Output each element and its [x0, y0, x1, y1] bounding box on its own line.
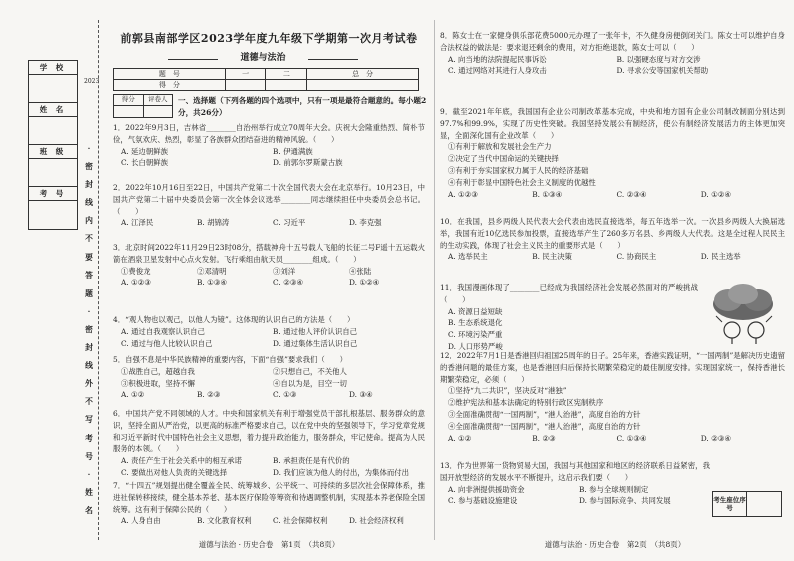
question-1 [113, 122, 425, 169]
seat-number-label: 考生座位序号 [713, 492, 747, 516]
option[interactable]: D. ①②④ [700, 189, 731, 199]
question-stem: 3．北京时间2022年11月29日23时08分，搭载神舟十五号载人飞船的长征二号F遥十五运载火箭在酒泉卫星发射中心点火发射。飞行乘组由航天员________组成。（ ） [113, 243, 425, 264]
statement: ③积极进取，坚持不懈 [121, 378, 195, 388]
question-stem: 13．作为世界第一货物贸易大国，我国与其他国家和地区的经济联系日益紧密，我国开放型经济的发展水平不断提升，这启示我们要（ ） [440, 461, 710, 482]
question-options [440, 484, 710, 508]
statement: ③有利于夯实国家权力属于人民的经济基础 [448, 165, 589, 175]
score-label-cell: 得 分 [114, 80, 226, 91]
option[interactable]: D. 参与国际竞争、共同发展 [579, 496, 671, 506]
score-header-cell: 二 [266, 69, 307, 80]
grader-header-row [114, 95, 172, 106]
page-1 [108, 0, 430, 561]
question-stem: 4．“观人物也以观己，以他人为镜”。这体现的认识自己的方法是（ ） [113, 315, 355, 324]
option[interactable]: D. ③④ [349, 390, 373, 400]
option[interactable]: B. 参与全球规则制定 [579, 484, 649, 494]
question-7 [113, 480, 425, 527]
grader-name-label: 评卷人 [148, 95, 168, 103]
question-options [113, 217, 425, 229]
option[interactable]: D. ①②④ [349, 278, 380, 288]
option[interactable]: C. 协商民主 [616, 252, 657, 262]
class-cell [29, 145, 77, 187]
option[interactable]: C. ②③④ [273, 278, 303, 288]
option[interactable]: B. 伊通满族 [273, 146, 313, 156]
option[interactable]: A. 人身自由 [121, 516, 161, 526]
option[interactable]: B. 文化教育权利 [197, 516, 252, 526]
question-stem: 1．2022年9月3日，吉林省________自治州举行成立70周年大会。庆祝大会隆重热烈、简朴节俭，气氛欢庆、热烈，彰显了各族群众团结奋进的精神风貌。（ ） [113, 123, 425, 144]
question-stem: 10．在我国，县乡两级人民代表大会代表由选民直接选举，每五年选举一次。一次县乡两级人大换届选举，我国有近10亿选民参加投票，直接选举产生了260多万名县、乡两级人大代表。这是全过程人民民主的生动实践，体现了社会主义民主的重要形式是（ ） [440, 217, 785, 250]
statement: ④张陆 [349, 266, 372, 276]
score-value-cell[interactable] [266, 80, 307, 91]
question-stem: 6．中国共产党不同领域的人才。中央和国家机关有利于增强党员干部扎根基层、服务群众的意识，坚持全面从严治党，以更高的标准严格要求自己，以在党中央的坚强领导下，学习党章党规和习近平新时代中国特色社会主义思想，着力提升政治能力，服务群众，牢记使命。提高为人民服务的本领。（ ） [113, 409, 425, 454]
statement: ①战胜自己，超越自我 [121, 366, 195, 376]
question-2 [113, 182, 425, 229]
option[interactable]: A. ①② [448, 433, 472, 443]
binding-strip [0, 0, 108, 561]
score-header-cell: 总 分 [307, 69, 419, 80]
option[interactable]: C. 长白朝鲜族 [121, 158, 169, 168]
option[interactable]: C. ①③④ [616, 433, 647, 443]
option[interactable]: B. ②③ [197, 390, 221, 400]
question-stem: 5．自强不息是中华民族精神的重要内容，下面“自强”要求我们（ ） [113, 355, 347, 364]
question-statements [440, 385, 785, 432]
question-stem: 12．2022年7月1日是香港回归祖国25周年的日子。25年来，香港实践证明，“一国两制”是解决历史遗留的香港问题的最佳方案，也是香港回归后保持长期繁荣稳定的最佳制度安排。实现国家统一，保持香港长期繁荣稳定，必须（ ） [440, 351, 785, 384]
question-options [113, 455, 425, 479]
score-table [113, 68, 419, 91]
question-5 [113, 354, 425, 401]
score-value-cell[interactable] [225, 80, 266, 91]
option[interactable]: B. 民主决策 [532, 252, 572, 262]
option[interactable]: B. 生态系统退化 [448, 318, 503, 328]
option[interactable]: C. 环境污染严重 [448, 330, 503, 340]
option[interactable]: A. 通过自我观察认识自己 [121, 326, 205, 336]
option[interactable]: A. 资源日益短缺 [448, 306, 503, 316]
grader-name-field[interactable] [144, 106, 173, 117]
option[interactable]: A. 延边朝鲜族 [121, 146, 168, 156]
question-stem: 9．截至2021年年底，我国国有企业公司制改革基本完成，中央和地方国有企业公司制改制面分别达到97.7%和99.9%，实现了历史性突破。我国坚持发展公有制经济，使公有制经济发展活力的主体更加突显，全面深化国有企业改革（ ） [440, 107, 785, 140]
question-8 [440, 30, 785, 77]
option[interactable]: C. ①③ [273, 390, 297, 400]
option[interactable]: C. 习近平 [273, 218, 306, 228]
question-12 [440, 350, 785, 444]
statement: ①有利于解放和发展社会生产力 [448, 142, 552, 152]
question-stem: 7．“十四五”规划提出健全覆盖全民、统筹城乡、公平统一、可持续的多层次社会保障体系，推进社保转移接续，健全基本养老、基本医疗保险等筹资和待遇调整机制，实现基本养老保险全国统筹。这有利于保障公民的（ ） [113, 481, 425, 514]
option[interactable]: C. 通过网络对其进行人身攻击 [448, 66, 547, 76]
page-footer: 道德与法治 · 历史合卷 第1页 （共8页） [198, 539, 340, 549]
question-6 [113, 408, 425, 479]
exam-number-label: 考 号 [29, 187, 77, 201]
exam-title: 前郭县南部学区2023学年度九年级下学期第一次月考试卷 [120, 32, 418, 45]
option[interactable]: B. ①③④ [532, 189, 563, 199]
option[interactable]: C. ②③④ [616, 189, 647, 199]
statement: ③全面准确贯彻“一国两制”，“港人治港”，高度自治的方针 [448, 409, 641, 419]
section-heading: 一、选择题（下列各题的四个选项中，只有一项是最符合题意的。每小题2分，共26分） [178, 96, 427, 117]
year-vertical: 2023 [84, 78, 100, 85]
exam-number-cell [29, 187, 77, 229]
option[interactable]: C. 社会保障权利 [273, 516, 328, 526]
exam-number-field[interactable] [29, 201, 77, 229]
option[interactable]: D. 李克强 [349, 218, 382, 228]
name-field[interactable] [29, 117, 77, 144]
column-divider [434, 20, 435, 540]
option[interactable]: A. ①②③ [121, 278, 151, 288]
question-options [113, 277, 425, 289]
option[interactable]: D. ②③④ [700, 433, 731, 443]
option[interactable]: B. ②③ [532, 433, 556, 443]
option[interactable]: B. 承担责任是有代价的 [273, 456, 350, 466]
statement: ③刘洋 [273, 266, 296, 276]
page-footer: 道德与法治 · 历史合卷 第2页 （共8页） [544, 539, 686, 549]
question-options [440, 54, 785, 78]
question-statements [113, 266, 425, 278]
option[interactable]: A. ①② [121, 390, 145, 400]
cartoon-illustration [702, 282, 784, 346]
question-13 [440, 460, 710, 507]
statement: ①坚持“九二共识”，坚决反对“港独” [448, 386, 567, 396]
statement: ①费俊龙 [121, 266, 151, 276]
question-stem: 8．陈女士在一家健身俱乐部花费5000元办理了一张年卡，不久健身房便倒闭关门。陈女士可以维护自身合法权益的做法是：要求退还剩余的费用，对方拒绝退款，陈女士可以（ ） [440, 31, 785, 52]
seat-number-box [712, 491, 782, 517]
subject-title: 道德与法治 [168, 53, 358, 64]
option[interactable]: D. 前郭尔罗斯蒙古族 [273, 158, 343, 168]
grader-value-row [114, 106, 172, 117]
question-statements [113, 366, 425, 390]
statement: ②决定了当代中国命运的关键抉择 [448, 154, 559, 164]
seal-dashed-line [98, 20, 99, 540]
score-header-cell: 题 号 [114, 69, 226, 80]
name-label: 姓 名 [29, 103, 77, 117]
school-cell [29, 61, 77, 103]
grader-box [113, 94, 173, 118]
question-4 [113, 314, 425, 349]
statement: ④全面准确贯彻“一国两制”，“港人治港”，高度自治的方针 [448, 421, 641, 431]
score-table-header-row [114, 69, 419, 80]
question-statements [440, 141, 785, 188]
option[interactable]: D. 寻求公安等国家机关帮助 [616, 66, 709, 76]
score-value-cell[interactable] [307, 80, 419, 91]
question-11 [440, 282, 698, 353]
question-stem: 11．我国漫画体现了________已经成为我国经济社会发展必然面对的严峻挑战（ ） [440, 283, 698, 304]
name-cell [29, 103, 77, 145]
question-options [440, 189, 785, 201]
seal-line-notice: ·密封线内不要答题·密封线外不写考号·姓名 [85, 144, 93, 515]
school-field[interactable] [29, 75, 77, 102]
option[interactable]: A. 责任产生于社会关系中的相互承诺 [121, 456, 242, 466]
grader-score-field[interactable] [114, 106, 144, 117]
question-3 [113, 242, 425, 289]
option[interactable]: A. 向非洲提供援助资金 [448, 484, 525, 494]
statement: ②邓清明 [197, 266, 227, 276]
statement: ②维护宪法和基本法确定的特别行政区宪制秩序 [448, 398, 604, 408]
question-options [440, 306, 698, 353]
question-options [440, 251, 785, 263]
option[interactable]: C. 参与基础设施建设 [448, 496, 518, 506]
class-label: 班 级 [29, 145, 77, 159]
question-options [113, 389, 425, 401]
option[interactable]: B. 胡锦涛 [197, 218, 230, 228]
question-10 [440, 216, 785, 263]
option[interactable]: D. 我们应该为他人的付出，为集体而付出 [273, 467, 410, 477]
score-table-score-row [114, 80, 419, 91]
statement: ④自以为是，目空一切 [273, 378, 347, 388]
option[interactable]: D. 民主选举 [700, 252, 741, 262]
question-stem: 2．2022年10月16日至22日，中国共产党第二十次全国代表大会在北京举行。10月23日，中国共产党第二十届中央委员会第一次全体会议选举________同志继续担任中央委员会总书记。（ ） [113, 183, 425, 216]
question-options [113, 146, 425, 170]
seat-number-field[interactable] [747, 492, 781, 516]
statement: ②只想自己，不关他人 [273, 366, 347, 376]
grader-score-label: 得分 [114, 95, 144, 105]
option[interactable]: C. 要做出对他人负责的关键选择 [121, 467, 228, 477]
option[interactable]: A. 江泽民 [121, 218, 154, 228]
question-9 [440, 106, 785, 200]
school-label: 学 校 [29, 61, 77, 75]
option[interactable]: A. 选举民主 [448, 252, 488, 262]
option[interactable]: B. ①③④ [197, 278, 228, 288]
question-options [440, 433, 785, 445]
option[interactable]: B. 通过他人评价认识自己 [273, 326, 358, 336]
question-options [113, 515, 425, 527]
option[interactable]: B. 以强硬态度与对方交涉 [616, 54, 701, 64]
option[interactable]: A. 向当地的法院提起民事诉讼 [448, 54, 547, 64]
option[interactable]: D. 社会经济权利 [349, 516, 404, 526]
statement: ④有利于彰显中国特色社会主义制度的优越性 [448, 177, 596, 187]
option[interactable]: D. 通过集体生活认识自己 [273, 338, 358, 348]
student-info-table [28, 60, 78, 230]
question-options [113, 326, 425, 350]
option[interactable]: C. 通过与他人比较认识自己 [121, 338, 213, 348]
score-header-cell: 一 [225, 69, 266, 80]
option[interactable]: D. 人口形势严峻 [448, 341, 503, 351]
option[interactable]: A. ①②③ [448, 189, 478, 199]
class-field[interactable] [29, 159, 77, 186]
page-2 [440, 0, 790, 561]
